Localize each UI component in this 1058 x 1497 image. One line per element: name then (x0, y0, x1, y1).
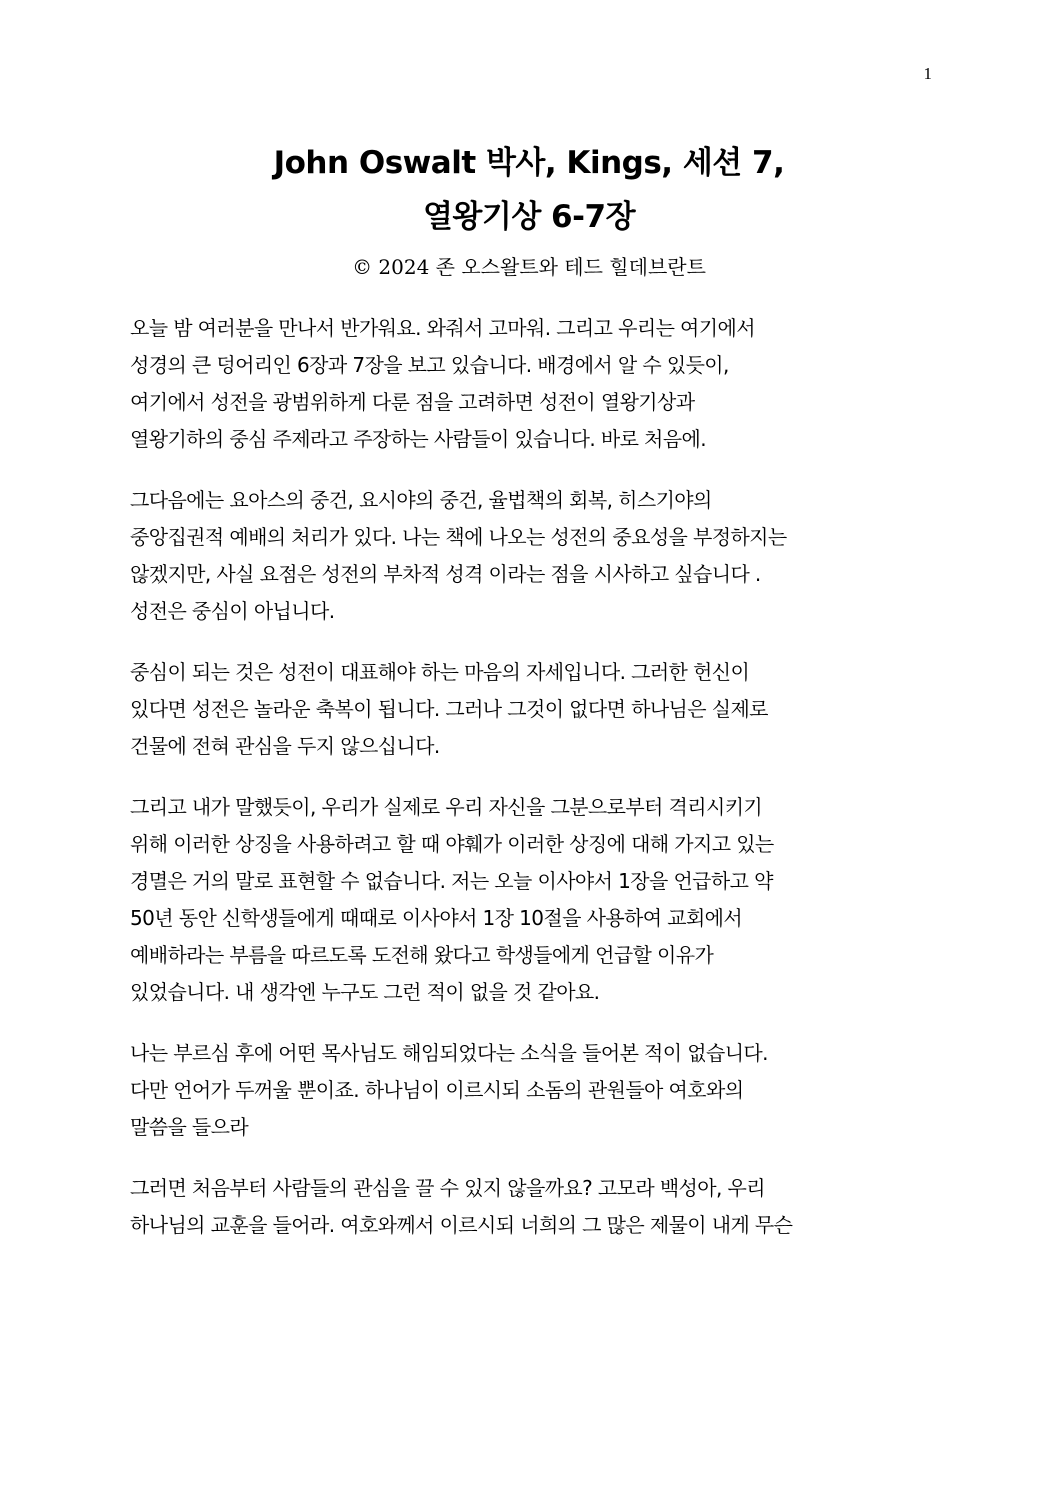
page-number: 1 (923, 64, 932, 83)
document-title (0, 136, 1058, 244)
text-line: 있었습니다. 내 생각엔 누구도 그런 적이 없을 것 같아요. (130, 980, 600, 1004)
text-line: 예배하라는 부름을 따르도록 도전해 왔다고 학생들에게 언급할 이유가 (130, 943, 714, 967)
text-line: 성경의 큰 덩어리인 6장과 7장을 보고 있습니다. 배경에서 알 수 있듯이, (130, 353, 729, 377)
title-line-1: John Oswalt 박사, Kings, 세션 7, (273, 145, 785, 181)
paragraph (130, 789, 950, 1011)
text-line: 여기에서 성전을 광범위하게 다룬 점을 고려하면 성전이 열왕기상과 (130, 390, 695, 414)
copyright-notice: © 2024 존 오스왈트와 테드 힐데브란트 (352, 255, 706, 279)
paragraph (130, 654, 950, 765)
text-line: 경멸은 거의 말로 표현할 수 없습니다. 저는 오늘 이사야서 1장을 언급하고 약 (130, 869, 773, 893)
text-line: 열왕기하의 중심 주제라고 주장하는 사람들이 있습니다. 바로 처음에. (130, 427, 706, 451)
paragraph (130, 1035, 950, 1146)
text-line: 위해 이러한 상징을 사용하려고 할 때 야훼가 이러한 상징에 대해 가지고 있는 (130, 832, 774, 856)
body-text (130, 310, 950, 1268)
text-line: 있다면 성전은 놀라운 축복이 됩니다. 그러나 그것이 없다면 하나님은 실제로 (130, 697, 768, 721)
text-line: 그리고 내가 말했듯이, 우리가 실제로 우리 자신을 그분으로부터 격리시키기 (130, 795, 763, 819)
text-line: 나는 부르심 후에 어떤 목사님도 해임되었다는 소식을 들어본 적이 없습니다. (130, 1041, 768, 1065)
text-line: 다만 언어가 두꺼울 뿐이죠. 하나님이 이르시되 소돔의 관원들아 여호와의 (130, 1078, 744, 1102)
title-line-2: 열왕기상 6-7장 (422, 199, 636, 235)
text-line: 말씀을 들으라 (130, 1115, 249, 1139)
text-line: 건물에 전혀 관심을 두지 않으십니다. (130, 734, 440, 758)
text-line: 중심이 되는 것은 성전이 대표해야 하는 마음의 자세입니다. 그러한 헌신이 (130, 660, 750, 684)
text-line: 오늘 밤 여러분을 만나서 반가워요. 와줘서 고마워. 그리고 우리는 여기에서 (130, 316, 755, 340)
paragraph (130, 310, 950, 458)
text-line: 중앙집권적 예배의 처리가 있다. 나는 책에 나오는 성전의 중요성을 부정하지는 (130, 525, 787, 549)
text-line: 하나님의 교훈을 들어라. 여호와께서 이르시되 너희의 그 많은 제물이 내게 무슨 (130, 1213, 793, 1237)
text-line: 50년 동안 신학생들에게 때때로 이사야서 1장 10절을 사용하여 교회에서 (130, 906, 743, 930)
text-line: 그다음에는 요아스의 중건, 요시야의 중건, 율법책의 회복, 히스기야의 (130, 488, 712, 512)
paragraph (130, 1170, 950, 1244)
text-line: 않겠지만, 사실 요점은 성전의 부차적 성격 이라는 점을 시사하고 싶습니다 . (130, 562, 761, 586)
text-line: 그러면 처음부터 사람들의 관심을 끌 수 있지 않을까요? 고모라 백성아, 우리 (130, 1176, 765, 1200)
text-line: 성전은 중심이 아닙니다. (130, 599, 335, 623)
paragraph (130, 482, 950, 630)
